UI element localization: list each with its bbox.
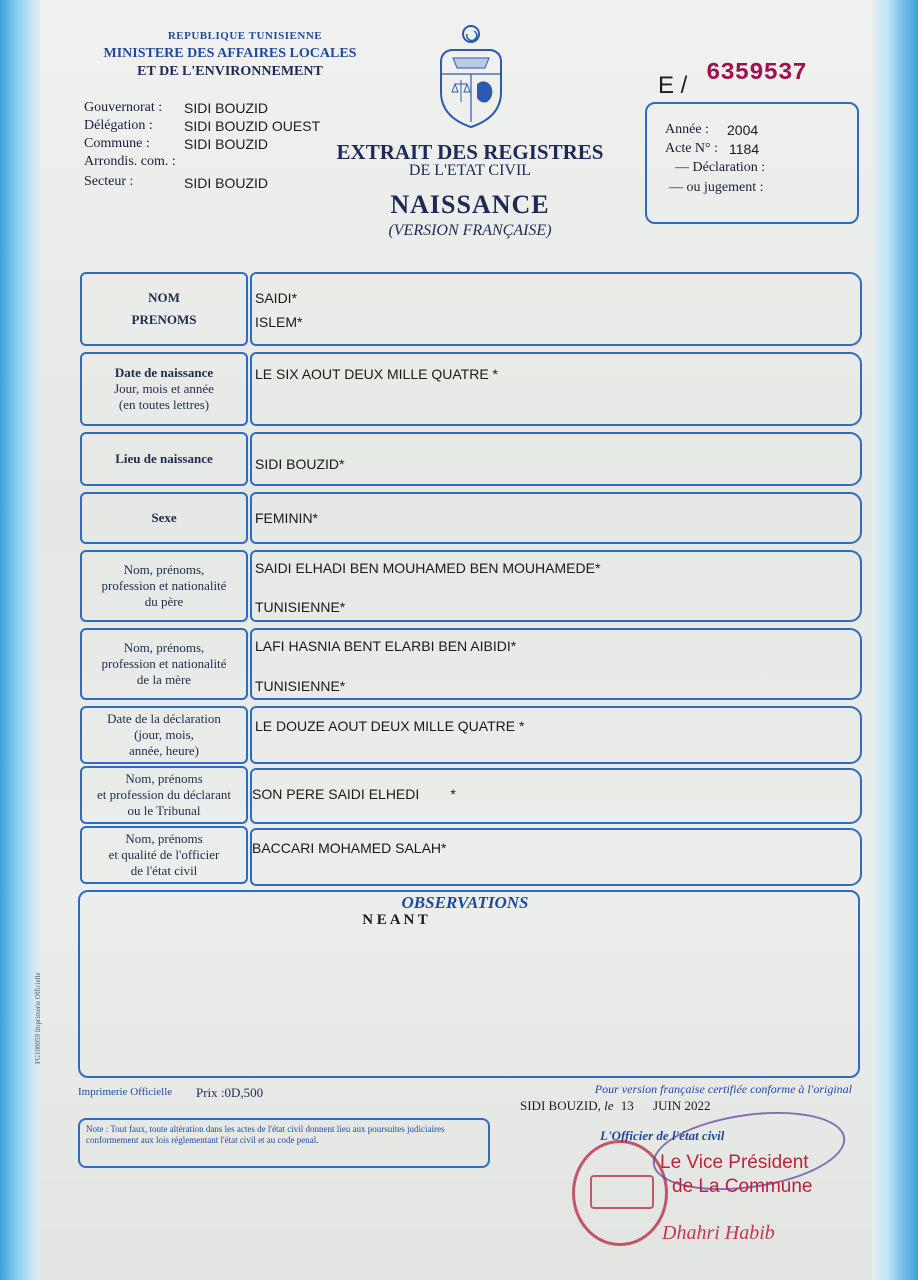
note-text: Note : Tout faux, toute altération dans les actes de l'état civil donnent lieu aux poursuites judiciaires conformement aux lois réglementant l'état civil et au code penal. [86,1124,445,1145]
date-naissance-value: LE SIX AOUT DEUX MILLE QUATRE * [255,366,498,382]
date-naissance-label-1: Date de naissance [114,365,214,380]
serial-number: 6359537 [706,60,807,87]
date-declaration-box [250,706,862,764]
date-declaration-label [80,706,248,764]
ministry-line2: ET DE L'ENVIRONNEMENT [137,64,323,79]
declarant-label-3: ou le Tribunal [127,803,201,818]
jugement-label: — ou jugement : [669,180,764,195]
issue-place: SIDI BOUZID [520,1098,598,1113]
officier-label-2: et qualité de l'officier [108,847,220,862]
issue-month-year: JUIN 2022 [653,1098,711,1113]
stamp-line2: de La Commune [672,1176,813,1197]
secteur-label: Secteur : [84,174,134,189]
date-declaration-value: LE DOUZE AOUT DEUX MILLE QUATRE * [255,718,525,734]
pere-label-2: profession et nationalité [101,578,227,593]
arrondissement-label: Arrondis. com. : [84,154,176,169]
declarant-label [80,766,248,824]
lieu-label: Lieu de naissance [80,432,248,486]
secteur-value: SIDI BOUZID [184,175,269,191]
mere-label [80,628,248,700]
nom-prenoms-label [80,272,248,346]
declarant-value: SON PERE SAIDI ELHEDI * [252,786,456,802]
date-naissance-label [80,352,248,426]
gouvernorat-label: Gouvernorat : [84,100,163,115]
prenoms-label: PRENOMS [131,312,197,327]
issue-le: , le [597,1098,614,1113]
officer-title: L'Officier de l'état civil [600,1128,725,1143]
commune-value: SIDI BOUZID [184,136,269,152]
officier-label [80,826,248,884]
officier-label-3: de l'état civil [130,863,198,878]
date-naissance-box [250,352,862,426]
observations-title: OBSERVATIONS [401,893,529,912]
price-label: Prix :0D,500 [196,1085,264,1100]
commune-label: Commune : [84,136,150,151]
declarant-label-2: et profession du déclarant [97,787,231,802]
date-declaration-label-1: Date de la déclaration [107,711,221,726]
date-naissance-label-3: (en toutes lettres) [118,397,210,412]
stamp-line1: Le Vice Président [660,1152,809,1173]
delegation-value: SIDI BOUZID OUEST [184,118,321,134]
lieu-value: SIDI BOUZID* [255,456,345,472]
officier-value: BACCARI MOHAMED SALAH* [252,840,447,856]
gouvernorat-value: SIDI BOUZID [184,100,269,116]
acte-label: Acte N° : [665,141,719,156]
mere-nom-value: LAFI HASNIA BENT ELARBI BEN AIBIDI* [255,638,517,654]
officier-box [250,828,862,886]
mere-label-1: Nom, prénoms, [123,640,205,655]
title-line2: DE L'ETAT CIVIL [408,162,532,179]
declaration-label: — Déclaration : [675,160,766,175]
issue-day: 13 [620,1098,634,1113]
officier-label-1: Nom, prénoms [125,831,203,846]
title-naissance: NAISSANCE [390,190,550,219]
pere-label-1: Nom, prénoms, [123,562,205,577]
title-line1: EXTRAIT DES REGISTRES [336,140,604,164]
annee-value: 2004 [727,122,759,138]
mere-nat-value: TUNISIENNE* [255,678,346,694]
pere-nom-value: SAIDI ELHADI BEN MOUHAMED BEN MOUHAMEDE* [255,560,601,576]
republic-label: REPUBLIQUE TUNISIENNE [167,30,323,42]
pere-label-3: du père [144,594,184,609]
signature-name: Dhahri Habib [662,1222,775,1244]
pere-nat-value: TUNISIENNE* [255,599,346,615]
ministry-line1: MINISTERE DES AFFAIRES LOCALES [103,46,357,61]
serial-prefix: E / [658,72,688,99]
nom-prenoms-box [250,272,862,346]
observations-value: N E A N T [362,912,428,928]
note-box [78,1118,490,1168]
mere-label-2: profession et nationalité [101,656,227,671]
pere-label [80,550,248,622]
declarant-label-1: Nom, prénoms [125,771,203,786]
delegation-label: Délégation : [84,118,153,133]
sexe-label: Sexe [80,492,248,544]
prenoms-value: ISLEM* [255,314,303,330]
acte-value: 1184 [729,141,760,157]
issue-date-line [520,1098,710,1114]
date-declaration-label-3: année, heure) [128,743,199,758]
sexe-box [250,492,862,544]
date-declaration-label-2: (jour, mois, [134,727,194,742]
nom-value: SAIDI* [255,290,298,306]
sexe-value: FEMININ* [255,510,318,526]
certified-text: Pour version française certifiée conforme à l'original [594,1082,852,1096]
annee-label: Année : [665,122,709,137]
mere-label-3: de la mère [136,672,192,687]
date-naissance-label-2: Jour, mois et année [114,381,214,396]
coat-of-arms-emblem [433,22,509,132]
nom-label: NOM [148,290,180,305]
title-version: (VERSION FRANÇAISE) [388,222,552,239]
register-box [645,102,859,224]
printer-label: Imprimerie Officielle [78,1086,173,1098]
side-code: FG100059 Imprimerie Officielle [34,972,42,1064]
